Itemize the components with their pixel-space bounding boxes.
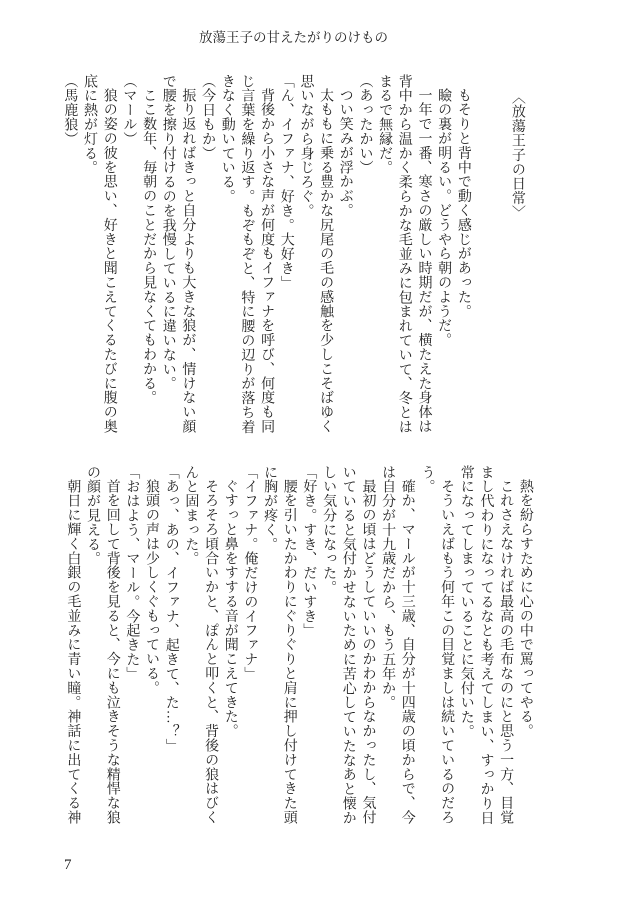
text-column: もそりと背中で動く感じがあった。 [455,88,471,319]
text-column: んと固まった。 [183,465,199,566]
chapter-title-text: 〈放蕩王子の日常〉 [509,90,525,220]
text-column: （馬鹿狼） [62,74,78,146]
text-column: 常になってしまっていることに気付いた。 [458,465,474,739]
text-column: まし代わりになってるなとも考えてしまい、すっかり日 [478,465,494,825]
text-column: しい気分になった。 [321,465,337,595]
text-column: 思いながら身じろぐ。 [298,74,314,218]
text-column: 「あっ、あの、イファナ、起きて、た…？」 [163,465,179,753]
chapter-title [507,90,527,230]
text-column: 首を回して背後を見ると、今にも泣きそうな精悍な狼 [104,479,120,825]
text-column: 最初の頃はどうしていいのかわからなかったし、気付 [360,479,376,825]
text-column: ぐすっと鼻をすする音が聞こえてきた。 [222,479,238,739]
text-column: 瞼の裏が明るい。どうやら朝のようだ。 [436,88,452,348]
text-column: つい笑みが浮かぶ。 [337,88,353,218]
page-number: 7 [64,857,72,873]
text-column: まるで無縁だ。 [377,74,393,175]
text-column: 背中から温かく柔らかな毛並みに包まれていて、冬とは [396,74,412,434]
text-column: 底に熱が灯る。 [82,74,98,175]
text-column: 一年で一番、寒さの厳しい時期だが、横たえた身体は [416,88,432,434]
text-column: 「おはよう、マール。今起きた」 [124,465,140,681]
text-column: これさえなければ最高の毛布なのにと思う一方、目覚 [498,479,514,825]
text-column: そろそろ頃合いかと、ぽんと叩くと、背後の狼はびく [203,479,219,825]
text-column: そういえばもう何年この目覚ましは続いているのだろ [439,479,455,825]
text-column: いていると気付かせないために苦心していたなあと懐か [340,465,356,825]
text-column: きなく動いている。 [219,74,235,204]
text-column: 背後から小さな声が何度もイファナを呼び、何度も同 [259,88,275,434]
text-block-upper [60,74,473,438]
text-column: 「イファナ。俺だけのイファナ」 [242,465,258,681]
text-column: 狼の姿の彼を思い、好きと聞こえてくるたびに腹の奥 [101,88,117,434]
text-column: 「好き。すき、だいすき」 [301,465,317,638]
text-column: （あったかい） [357,74,373,175]
text-column: う。 [419,465,435,494]
text-column: で腰を擦り付けるのを我慢しているに違いない。 [160,74,176,391]
text-column: 腰を引いたかわりにぐりぐりと肩に押し付けてきた頭 [281,479,297,825]
text-column: 振り返ればきっと自分よりも大きな狼が、情けない顔 [180,88,196,434]
text-column: 朝日に輝く白銀の毛並みに青い瞳。神話に出てくる神 [65,479,81,825]
text-column: 太ももに乗る豊かな尻尾の毛の感触を少しこそばゆく [318,88,334,434]
text-column: の顔が見える。 [85,465,101,566]
text-column: （今日もか） [200,74,216,161]
text-column: は自分が十九歳だから、もう五年か。 [380,465,396,710]
text-column: （マール） [121,74,137,146]
text-column: 確か、マールが十三歳、自分が十四歳の頃からで、今 [399,479,415,825]
text-column: 熱を紛らすために心の中で罵ってやる。 [517,479,533,739]
text-block-lower [63,465,535,829]
text-column: に胸が疼く。 [262,465,278,552]
text-column: じ言葉を繰り返す。もぞもぞと、特に腰の辺りが落ち着 [239,74,255,434]
text-column: 狼頭の声は少しくぐもっている。 [144,479,160,696]
text-column: ここ数年、毎朝のことだから見なくてもわかる。 [141,88,157,406]
running-header: 放蕩王子の甘えたがりのけもの [199,30,388,45]
text-column: 「ん、イファナ、好き。大好き」 [278,74,294,290]
